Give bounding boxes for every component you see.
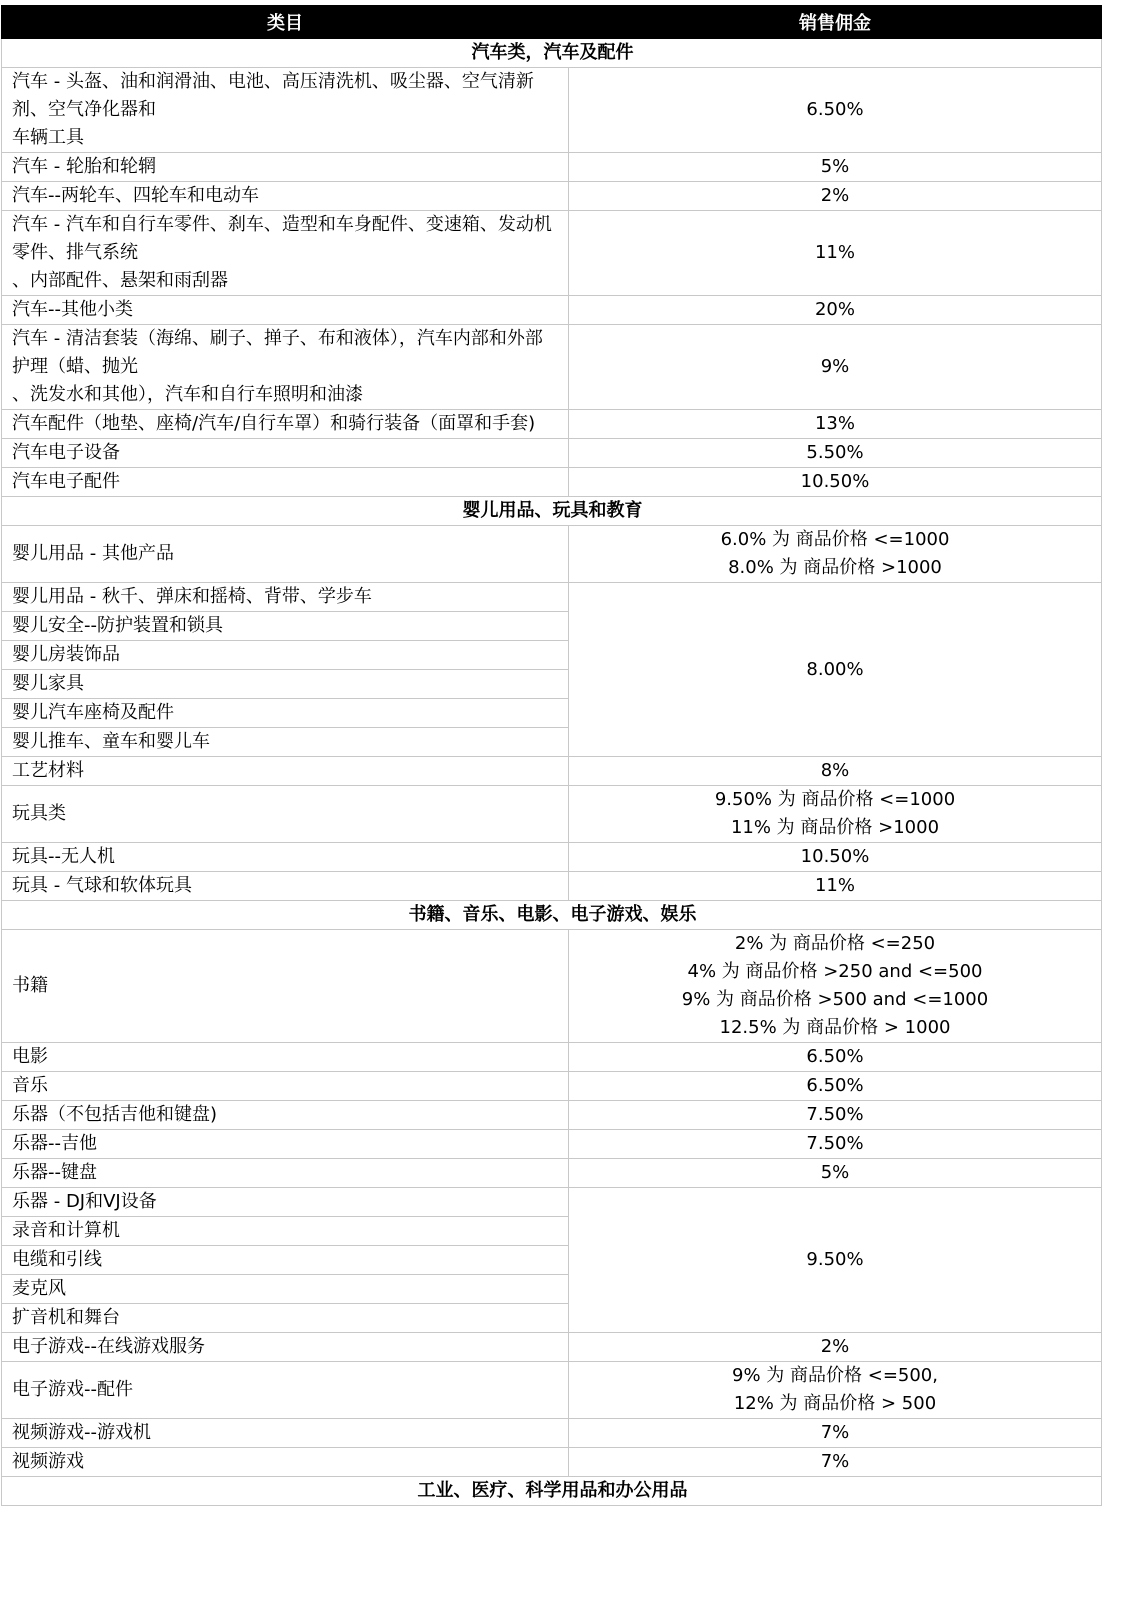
table-row [2, 1130, 1102, 1159]
table-row [2, 1362, 1102, 1419]
commission-cell: 2% [569, 1333, 1102, 1362]
table-row [2, 1333, 1102, 1362]
category-cell: 汽车电子设备 [2, 439, 569, 468]
table-body [2, 39, 1102, 1506]
category-cell: 婴儿用品 - 秋千、弹床和摇椅、背带、学步车 [2, 583, 569, 612]
table-row [2, 153, 1102, 182]
section-title: 书籍、音乐、电影、电子游戏、娱乐 [2, 901, 1102, 930]
commission-cell: 11% [569, 872, 1102, 901]
table-row [2, 872, 1102, 901]
commission-cell: 7.50% [569, 1130, 1102, 1159]
category-cell: 汽车 - 清洁套装（海绵、刷子、掸子、布和液体），汽车内部和外部护理（蜡、抛光 、洗发水和其他），汽车和自行车照明和油漆 [2, 325, 569, 410]
table-row [2, 410, 1102, 439]
section-title: 工业、医疗、科学用品和办公用品 [2, 1477, 1102, 1506]
commission-cell: 7% [569, 1448, 1102, 1477]
category-cell: 玩具--无人机 [2, 843, 569, 872]
commission-cell: 10.50% [569, 468, 1102, 497]
table-row [2, 1159, 1102, 1188]
commission-cell: 9% [569, 325, 1102, 410]
table-row [2, 1448, 1102, 1477]
commission-cell: 2% [569, 182, 1102, 211]
section-title: 婴儿用品、玩具和教育 [2, 497, 1102, 526]
commission-cell: 7.50% [569, 1101, 1102, 1130]
table-row [2, 468, 1102, 497]
table-row [2, 1043, 1102, 1072]
section-row [2, 901, 1102, 930]
table-row [2, 211, 1102, 296]
commission-cell: 8% [569, 757, 1102, 786]
table-row [2, 439, 1102, 468]
commission-cell: 2% 为 商品价格 <=250 4% 为 商品价格 >250 and <=500 9% 为 商品价格 >500 and <=1000 12.5% 为 商品价格 > 1000 [569, 930, 1102, 1043]
category-cell: 乐器--键盘 [2, 1159, 569, 1188]
commission-cell: 6.50% [569, 1072, 1102, 1101]
commission-cell: 13% [569, 410, 1102, 439]
category-cell: 电缆和引线 [2, 1246, 569, 1275]
category-cell: 婴儿房装饰品 [2, 641, 569, 670]
category-cell: 工艺材料 [2, 757, 569, 786]
commission-cell: 6.0% 为 商品价格 <=1000 8.0% 为 商品价格 >1000 [569, 526, 1102, 583]
commission-cell: 7% [569, 1419, 1102, 1448]
commission-cell: 6.50% [569, 1043, 1102, 1072]
commission-cell: 9% 为 商品价格 <=500, 12% 为 商品价格 > 500 [569, 1362, 1102, 1419]
category-cell: 婴儿家具 [2, 670, 569, 699]
category-cell: 玩具类 [2, 786, 569, 843]
table-row [2, 1188, 1102, 1217]
category-cell: 乐器 - DJ和VJ设备 [2, 1188, 569, 1217]
commission-cell: 8.00% [569, 583, 1102, 757]
category-cell: 乐器（不包括吉他和键盘) [2, 1101, 569, 1130]
table-row [2, 68, 1102, 153]
table-row [2, 325, 1102, 410]
header-commission: 销售佣金 [569, 6, 1102, 39]
commission-cell: 5.50% [569, 439, 1102, 468]
category-cell: 录音和计算机 [2, 1217, 569, 1246]
category-cell: 汽车--其他小类 [2, 296, 569, 325]
section-title: 汽车类，汽车及配件 [2, 39, 1102, 68]
category-cell: 汽车 - 轮胎和轮辋 [2, 153, 569, 182]
commission-cell: 9.50% 为 商品价格 <=1000 11% 为 商品价格 >1000 [569, 786, 1102, 843]
category-cell: 视频游戏--游戏机 [2, 1419, 569, 1448]
category-cell: 乐器--吉他 [2, 1130, 569, 1159]
commission-cell: 11% [569, 211, 1102, 296]
table-header-row [2, 6, 1102, 39]
table-row [2, 1419, 1102, 1448]
header-category: 类目 [2, 6, 569, 39]
commission-cell: 20% [569, 296, 1102, 325]
section-row [2, 497, 1102, 526]
commission-cell: 5% [569, 153, 1102, 182]
table-row [2, 526, 1102, 583]
table-row [2, 1072, 1102, 1101]
category-cell: 扩音机和舞台 [2, 1304, 569, 1333]
commission-table [1, 5, 1102, 1506]
table-row [2, 757, 1102, 786]
category-cell: 婴儿推车、童车和婴儿车 [2, 728, 569, 757]
table-row [2, 930, 1102, 1043]
section-row [2, 39, 1102, 68]
section-row [2, 1477, 1102, 1506]
table-row [2, 583, 1102, 612]
category-cell: 汽车电子配件 [2, 468, 569, 497]
category-cell: 汽车 - 头盔、油和润滑油、电池、高压清洗机、吸尘器、空气清新剂、空气净化器和 车辆工具 [2, 68, 569, 153]
category-cell: 汽车 - 汽车和自行车零件、刹车、造型和车身配件、变速箱、发动机零件、排气系统 、内部配件、悬架和雨刮器 [2, 211, 569, 296]
commission-cell: 10.50% [569, 843, 1102, 872]
table-row [2, 843, 1102, 872]
commission-cell: 9.50% [569, 1188, 1102, 1333]
category-cell: 婴儿安全--防护装置和锁具 [2, 612, 569, 641]
table-row [2, 182, 1102, 211]
commission-cell: 6.50% [569, 68, 1102, 153]
category-cell: 电子游戏--在线游戏服务 [2, 1333, 569, 1362]
category-cell: 音乐 [2, 1072, 569, 1101]
category-cell: 电子游戏--配件 [2, 1362, 569, 1419]
category-cell: 婴儿用品 - 其他产品 [2, 526, 569, 583]
table-row [2, 786, 1102, 843]
category-cell: 书籍 [2, 930, 569, 1043]
category-cell: 麦克风 [2, 1275, 569, 1304]
table-row [2, 1101, 1102, 1130]
category-cell: 汽车--两轮车、四轮车和电动车 [2, 182, 569, 211]
table-row [2, 296, 1102, 325]
category-cell: 电影 [2, 1043, 569, 1072]
commission-cell: 5% [569, 1159, 1102, 1188]
category-cell: 视频游戏 [2, 1448, 569, 1477]
category-cell: 玩具 - 气球和软体玩具 [2, 872, 569, 901]
category-cell: 汽车配件（地垫、座椅/汽车/自行车罩）和骑行装备（面罩和手套) [2, 410, 569, 439]
category-cell: 婴儿汽车座椅及配件 [2, 699, 569, 728]
